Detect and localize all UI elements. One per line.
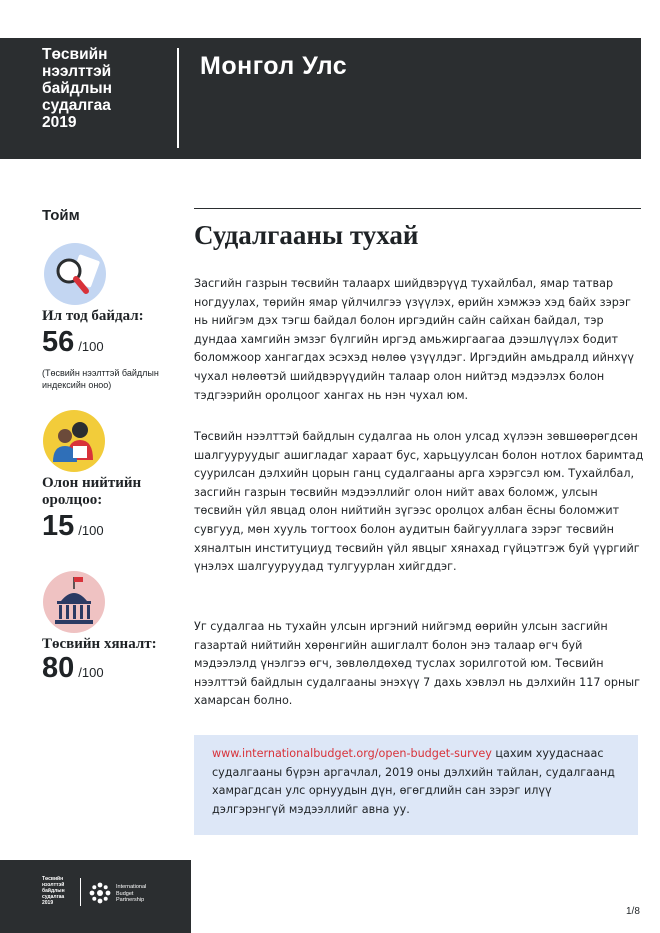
- footer-survey-line: нээлттэй: [42, 882, 65, 888]
- about-paragraph-3: Уг судалгаа нь тухайн улсын иргэний нийгэмд өөрийн улсын засгийн газартай нийтийн хөрөнгийн ашиглалт болон энэ талаар өгч буй мэдээлэлд үнэлгээ өгч, зөвлөлдөхөд туслах зорилготой юм. Төсвийн нээлттэй байдлын судалгааны энэхүү 7 дахь хэвлэл нь дэлхийн 117 орныг хамарсан болно.: [194, 620, 640, 708]
- callout-text: [212, 745, 628, 819]
- survey-title-line: нээлттэй: [42, 63, 112, 80]
- about-paragraph-1: Засгийн газрын төсвийн талаарх шийдвэрүүд тухайлбал, ямар татвар ногдуулах, төрийн ямар үйлчилгээ үзүүлэх, өрийн хэмжээ хэд байх зэрэг нь нийгэм дэх тэгш байдал болон иргэдийн сайн сайхан байдал, тэр дундаа хамгийн эмзэг бүлгийн иргэд амьжиргаагаа дээшлүүлэх бодит боломжоор хангагдах эсэхэд нөлөө үзүүлдэг. Иргэдийн амьдралд ийнхүү чухал нөлөөтэй шийдвэрүүдийн талаар олон нийтэд мэдээлэх болон тэдгээрийн оролцоог хангах нь нэн чухал юм.: [194, 277, 635, 402]
- ibp-logo-line: Budget: [116, 890, 134, 897]
- participation-score-value: 15: [42, 510, 75, 542]
- footer-survey-line: судалгаа: [42, 894, 65, 900]
- footer-banner: [0, 860, 191, 933]
- more-info-callout: [194, 735, 638, 835]
- survey-title-line: судалгаа: [42, 97, 111, 114]
- oversight-score-value: 80: [42, 652, 75, 684]
- about-paragraph-2: Төсвийн нээлттэй байдлын судалгаа нь олон улсад хүлээн зөвшөөрөгдсөн шалгууруудыг ашигладаг хараат бус, харьцуулсан болон нотлох баримтад суурилсан дэлхийн цорын ганц судалгааны арга хэрэгсэл юм. Тухайлбал, засгийн газрын төсвийн мэдээллийг олон нийт авах боломж, улсын төсвийн үйл явцад олон нийтийн зүгээс оролцох албан ёсны боломжит сувгууд, мөн хууль тогтоох болон аудитын байгууллага зэрэг төсвийн хяналтын институциуд төсвийн үйл явцыг хянахад гүйцэтгэж буй үүргийг үнэлэх шалгууруудад тулгуурлан хийгддэг.: [194, 430, 644, 574]
- footer-divider: [80, 878, 81, 906]
- people-icon: [43, 410, 105, 472]
- country-title: Монгол Улс: [200, 52, 348, 80]
- oversight-score: [42, 652, 104, 685]
- survey-title-line: 2019: [42, 114, 77, 131]
- page-number: 1/8: [626, 906, 640, 917]
- page-title: Судалгааны тухай: [194, 220, 419, 250]
- oversight-score-max: /100: [78, 665, 104, 680]
- callout-body: цахим хуудаснаас судалгааны бүрэн аргачлал, 2019 оны дэлхийн тайлан, судалгаанд хамрагдсан улс орнуудын дүн, өгөгдлийн сан зэрэг илүү дэлгэрэнгүй мэдээллийг авна уу.: [212, 747, 615, 816]
- footer-survey-line: 2019: [42, 900, 54, 906]
- capitol-icon: [43, 571, 105, 633]
- footer-survey-line: байдлын: [42, 888, 65, 894]
- ibp-logo-text: [116, 884, 146, 904]
- survey-title-line: Төсвийн: [42, 46, 108, 63]
- footer-survey-logo: [42, 876, 65, 906]
- ibp-logo-line: International: [116, 884, 147, 890]
- participation-label: Олон нийтийн оролцоо:: [42, 475, 142, 508]
- footer-survey-line: Төсвийн: [42, 876, 64, 882]
- transparency-note: (Төсвийн нээлттэй байдлын индексийн оноо): [42, 368, 159, 390]
- transparency-score-max: /100: [78, 339, 104, 354]
- ibp-logo-icon: [89, 882, 111, 904]
- transparency-label: Ил тод байдал:: [42, 308, 144, 324]
- ibp-logo-line: Partnership: [116, 897, 145, 903]
- participation-score-max: /100: [78, 523, 104, 538]
- survey-title: [42, 46, 162, 131]
- survey-title-line: байдлын: [42, 80, 113, 97]
- magnifier-icon: [44, 243, 106, 305]
- transparency-score: [42, 326, 104, 359]
- overview-heading: Тойм: [42, 207, 80, 224]
- oversight-label: Төсвийн хяналт:: [42, 636, 157, 652]
- header-divider: [177, 48, 179, 148]
- title-rule: [194, 208, 641, 209]
- participation-score: [42, 510, 104, 543]
- header-banner: [0, 38, 641, 159]
- survey-link[interactable]: www.internationalbudget.org/open-budget-survey: [212, 747, 492, 760]
- transparency-score-value: 56: [42, 326, 75, 358]
